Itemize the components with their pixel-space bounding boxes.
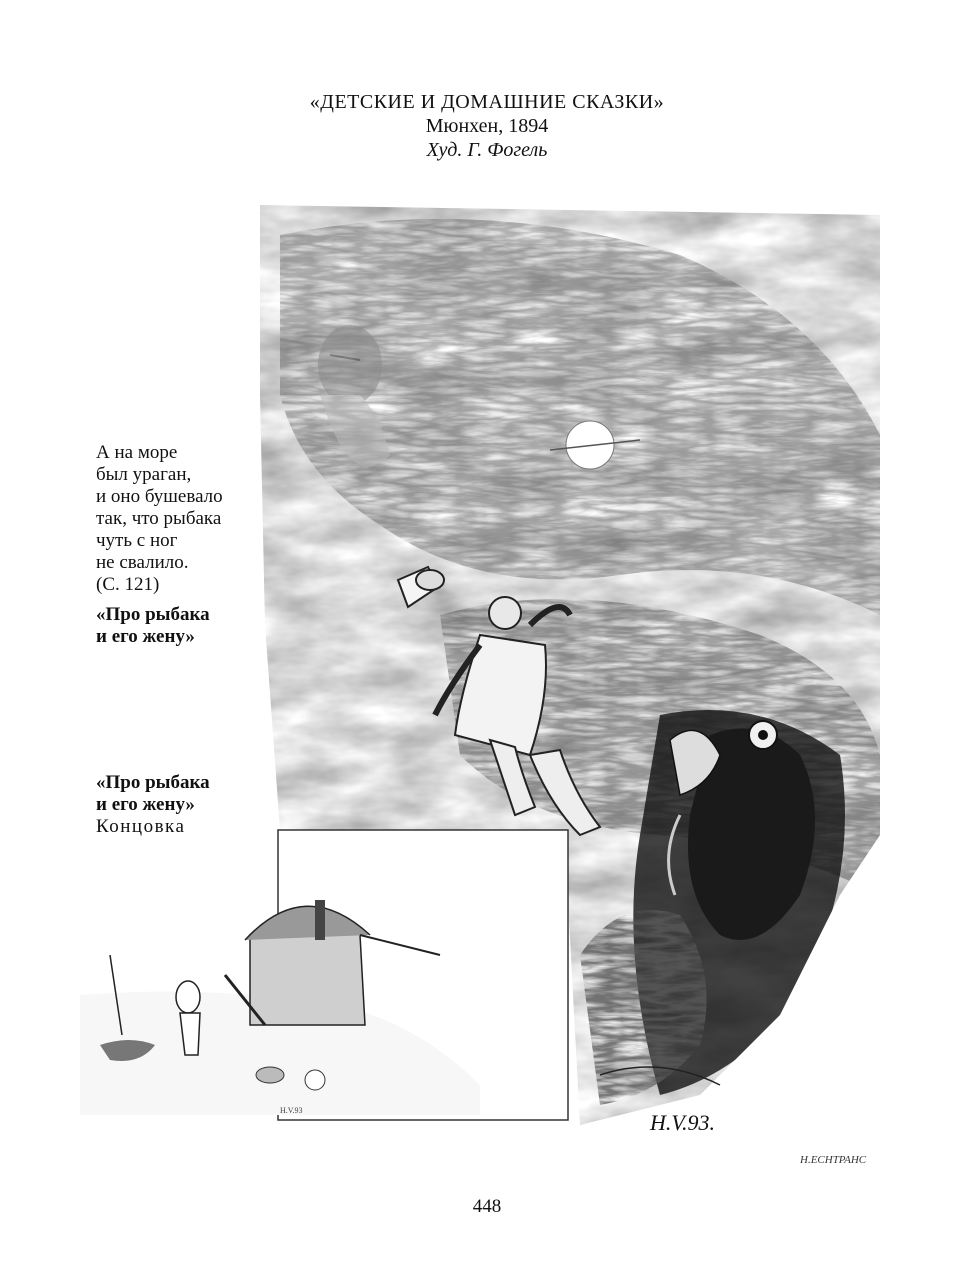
artist-signature: H.V.93. [650, 1110, 715, 1135]
engraving-illustration [60, 195, 900, 1175]
publication-info: Мюнхен, 1894 [425, 115, 549, 137]
caption-line: был ураган, [96, 464, 192, 485]
tale-title-line: «Про рыбака [96, 772, 210, 793]
caption-line: так, что рыбака [96, 508, 222, 529]
caption-end [96, 772, 266, 838]
book-title: «ДЕТСКИЕ И ДОМАШНИЕ СКАЗКИ» [309, 91, 665, 113]
tale-title-line: «Про рыбака [96, 604, 210, 625]
tale-title-line: и его жену» [96, 626, 195, 647]
caption-line: не свалило. [96, 552, 189, 573]
page-reference: (С. 121) [96, 574, 160, 595]
artist-credit: Худ. Г. Фогель [426, 139, 548, 161]
caption-line: А на море [96, 442, 178, 463]
engraver-mark: H.ECHTPAHC [800, 1154, 867, 1166]
caption-line: чуть с ног [96, 530, 178, 551]
caption-main [96, 442, 266, 648]
tale-title-line: и его жену» [96, 794, 195, 815]
page-number: 448 [472, 1196, 502, 1217]
vignette-label: Концовка [96, 816, 186, 837]
caption-line: и оно бушевало [96, 486, 223, 507]
vignette-signature: H.V.93 [280, 1106, 303, 1115]
page-header [0, 90, 974, 162]
tale-title [96, 604, 266, 648]
